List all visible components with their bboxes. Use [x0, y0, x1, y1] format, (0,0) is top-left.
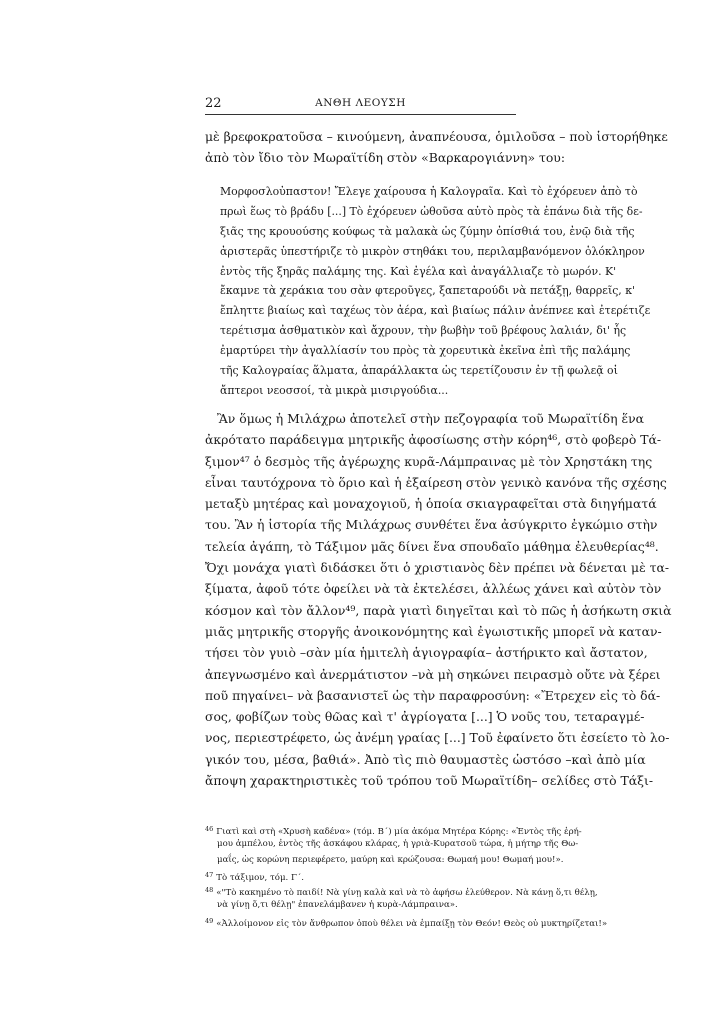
quote-line: ἔπληττε βιαίως καὶ ταχέως τὸν ἀέρα, καὶ βιαίως πάλιν ἀνέπνεε καὶ ἐτερέτιζε [220, 304, 651, 318]
intro-line: μὲ βρεφοκρατοῦσα – κινούμενη, ἀναπνέουσα, ὁμιλοῦσα – ποὺ ἱστορήθηκε [205, 129, 668, 144]
body-line: μεταξὺ μητέρας καὶ μοναχογιοῦ, ἡ ὁποία σκιαγραφεῖται στὰ διηγήματά [205, 496, 657, 512]
quote-line: τῆς Καλογραίας ἅλματα, ἀπαράλλακτα ὡς τερετίζουσιν ἐν τῇ φωλεᾷ οἱ [220, 364, 618, 378]
footnote-number: 49 [205, 916, 214, 925]
footnote-text: μαΐς, ὡς κορώνη περιεφέρετο, μαύρη καὶ κρώζουσα: Θωμαή μου! Θωμαή μου!». [217, 854, 564, 865]
page-number: 22 [205, 96, 222, 111]
quote-line: ἄπτεροι νεοσσοί, τὰ μικρὰ μισιργούδια... [220, 383, 449, 397]
quote-line: ἔκαμνε τὰ χεράκια του σὰν φτεροῦγες, ξαπεταρούδι νὰ πετάξῃ, θαρρεῖς, κ' [220, 284, 636, 298]
quote-line: πρωὶ ἕως τὸ βράδυ [...] Τὸ ἐχόρευεν ὠθοῦσα αὐτὸ πρὸς τὰ ἐπάνω διὰ τῆς δε- [220, 204, 643, 218]
body-line: ξιμον⁴⁷ ὁ δεσμὸς τῆς ἀγέρωχης κυρᾶ-Λάμπραινας μὲ τὸν Χρηστάκη της [205, 453, 653, 469]
quote-line: τερέτισμα ἀσθματικὸν καὶ ἄχρουν, τὴν βωβὴν τοῦ βρέφους λαλιάν, δι' ἧς [220, 324, 627, 338]
body-line: ἄποψη χαρακτηριστικὲς τοῦ τρόπου τοῦ Μωραϊτίδη– σελίδες στὸ Τάξι- [205, 773, 654, 789]
footnote-text: νὰ γίνῃ ὅ,τι θέλῃ" ἐπανελάμβανεν ἡ κυρὰ-Λάμπραινα». [217, 900, 458, 911]
body-line: ἀπεγνωσμένο καὶ ἀνερμάτιστον –νὰ μὴ σηκώνει πειρασμὸ οὔτε νὰ ξέρει [205, 666, 661, 682]
block-quote [220, 182, 651, 401]
body-line: ποῦ πηγαίνει– νὰ βασανιστεῖ ὡς τὴν παραφροσύνη: «Ἔτρεχεν εἰς τὸ δά- [205, 687, 661, 703]
body-line: ἀκρότατο παράδειγμα μητρικῆς ἀφοσίωσης στὴν κόρη⁴⁶, στὸ φοβερὸ Τά- [205, 432, 662, 448]
body-line: γικόν του, μέσα, βαθιά». Ἀπὸ τὶς πιὸ θαυμαστὲς ὡστόσο –καὶ ἀπὸ μία [205, 751, 646, 767]
quote-line: Μορφοσλοὐπαστον! Ἔλεγε χαίρουσα ἡ Καλογραῖα. Καὶ τὸ ἐχόρευεν ἀπὸ τὸ [220, 185, 638, 198]
footnote-line [205, 837, 579, 852]
footnote-number: 47 [205, 870, 214, 879]
body-line: σος, φοβίζων τοὺς θῶας καὶ τ' ἀγρίογατα [...] Ὁ νοῦς του, τεταραγμέ- [205, 709, 645, 725]
footnote-number: 46 [205, 825, 214, 833]
running-title: ΑΝΘΗ ΛΕΟΥΣΗ [315, 97, 406, 109]
intro-line: ἀπὸ τὸν ἴδιο τὸν Μωραϊτίδη στὸν «Βαρκαρογιάννη» του: [205, 150, 565, 166]
running-header [205, 96, 516, 115]
body-line: του. Ἂν ἡ ἱστορία τῆς Μιλάχρως συνθέτει ἕνα ἀσύγκριτο ἐγκώμιο στὴν [205, 517, 658, 533]
footnote-text: «Ἀλλοίμονον εἰς τὸν ἄνθρωπον ὁποὺ θέλει νὰ ἐμπαίξῃ τὸν Θεόν! Θεὸς οὐ μυκτηρίζεται!» [216, 918, 608, 929]
quote-line: ἐμαρτύρει τὴν ἀγαλλίασίν του πρὸς τὰ χορευτικὰ ἐκεῖνα ἐπὶ τῆς παλάμης [220, 344, 631, 358]
quote-line: ἐντὸς τῆς ξηρᾶς παλάμης της. Καὶ ἐγέλα καὶ ἀναγάλλιαζε τὸ μωρόν. Κ' [220, 264, 617, 278]
body-line: μιᾶς μητρικῆς στοργῆς ἀνοικονόμητης καὶ ἐγωιστικῆς μπορεῖ νὰ καταν- [205, 623, 662, 639]
body-line: ξίματα, ἀφοῦ τότε ὀφείλει νὰ τὰ ἐκτελέσει, ἀλλέως χάνει καὶ αὐτὸν τὸν [205, 581, 662, 597]
body-line: κόσμον καὶ τὸν ἄλλον⁴⁹, παρὰ γιατὶ διηγεῖται καὶ τὸ πῶς ἡ ἀσήκωτη σκιὰ [205, 602, 672, 618]
footnote-line [205, 914, 608, 929]
footnote-line [205, 868, 516, 883]
body-line: Ὄχι μονάχα γιατὶ διδάσκει ὅτι ὁ χριστιανὸς δὲν πρέπει νὰ δένεται μὲ τα- [205, 560, 670, 576]
footnote-text: μου ἀμπέλου, ἐντὸς τῆς ἀσκάφου κλάρας, ἡ γριὰ-Κυρατσοῦ τώρα, ἡ μήτηρ τῆς Θω- [217, 839, 579, 850]
footnote-text: «"Τὸ κακημένο τὸ παιδί! Νὰ γίνῃ καλὰ καὶ νὰ τὸ ἀφήσω ἐλεύθερον. Νὰ κάνῃ ὅ,τι θέλῃ, [216, 888, 598, 899]
quote-line: ξιᾶς της κρουούσης κούφως τὰ μαλακὰ ὡς ζύμην ὀπίσθιά του, ἐνῷ διὰ τῆς [220, 224, 635, 238]
footnote-number: 48 [205, 886, 214, 895]
footnote-text: Τὸ τάξιμον, τόμ. Γ΄. [216, 872, 304, 883]
footnotes [205, 822, 608, 929]
quote-line: ἀριστερᾶς ὑπεστήριζε τὸ μικρὸν στηθάκι του, περιλαμβανόμενον ὁλόκληρον [220, 244, 645, 258]
body-line: τελεία ἀγάπη, τὸ Τάξιμον μᾶς δίνει ἕνα σπουδαῖο μάθημα ἐλευθερίας⁴⁸. [205, 538, 659, 554]
footnote-line [205, 883, 598, 899]
footnote-text: Γιατὶ καὶ στὴ «Χρυσὴ καδένα» (τόμ. Β΄) μία ἀκόμα Μητέρα Κόρης: «Ἐντὸς τῆς ἐρή- [216, 827, 582, 837]
body-paragraph [205, 408, 672, 791]
footnote-line [205, 853, 564, 868]
footnote-line [205, 898, 516, 913]
body-line: νος, περιεστρέφετο, ὡς ἀνέμη γραίας [...] Τοῦ ἐφαίνετο ὅτι ἐσείετο τὸ λο- [205, 730, 670, 746]
body-line: Ἂν ὅμως ἡ Μιλάχρω ἀποτελεῖ στὴν πεζογραφία τοῦ Μωραϊτίδη ἕνα [217, 411, 645, 426]
intro-paragraph [205, 126, 668, 169]
body-line: τήσει τὸν γυιὸ –σὰν μία ἡμιτελὴ ἁγιογραφία– ἀστήρικτο καὶ ἄστατον, [205, 645, 648, 661]
footnote-line [205, 822, 582, 837]
body-line: εἶναι ταυτόχρονα τὸ ὅριο καὶ ἡ ἐξαίρεση στὸν γενικὸ κανόνα τῆς σχέσης [205, 474, 667, 490]
